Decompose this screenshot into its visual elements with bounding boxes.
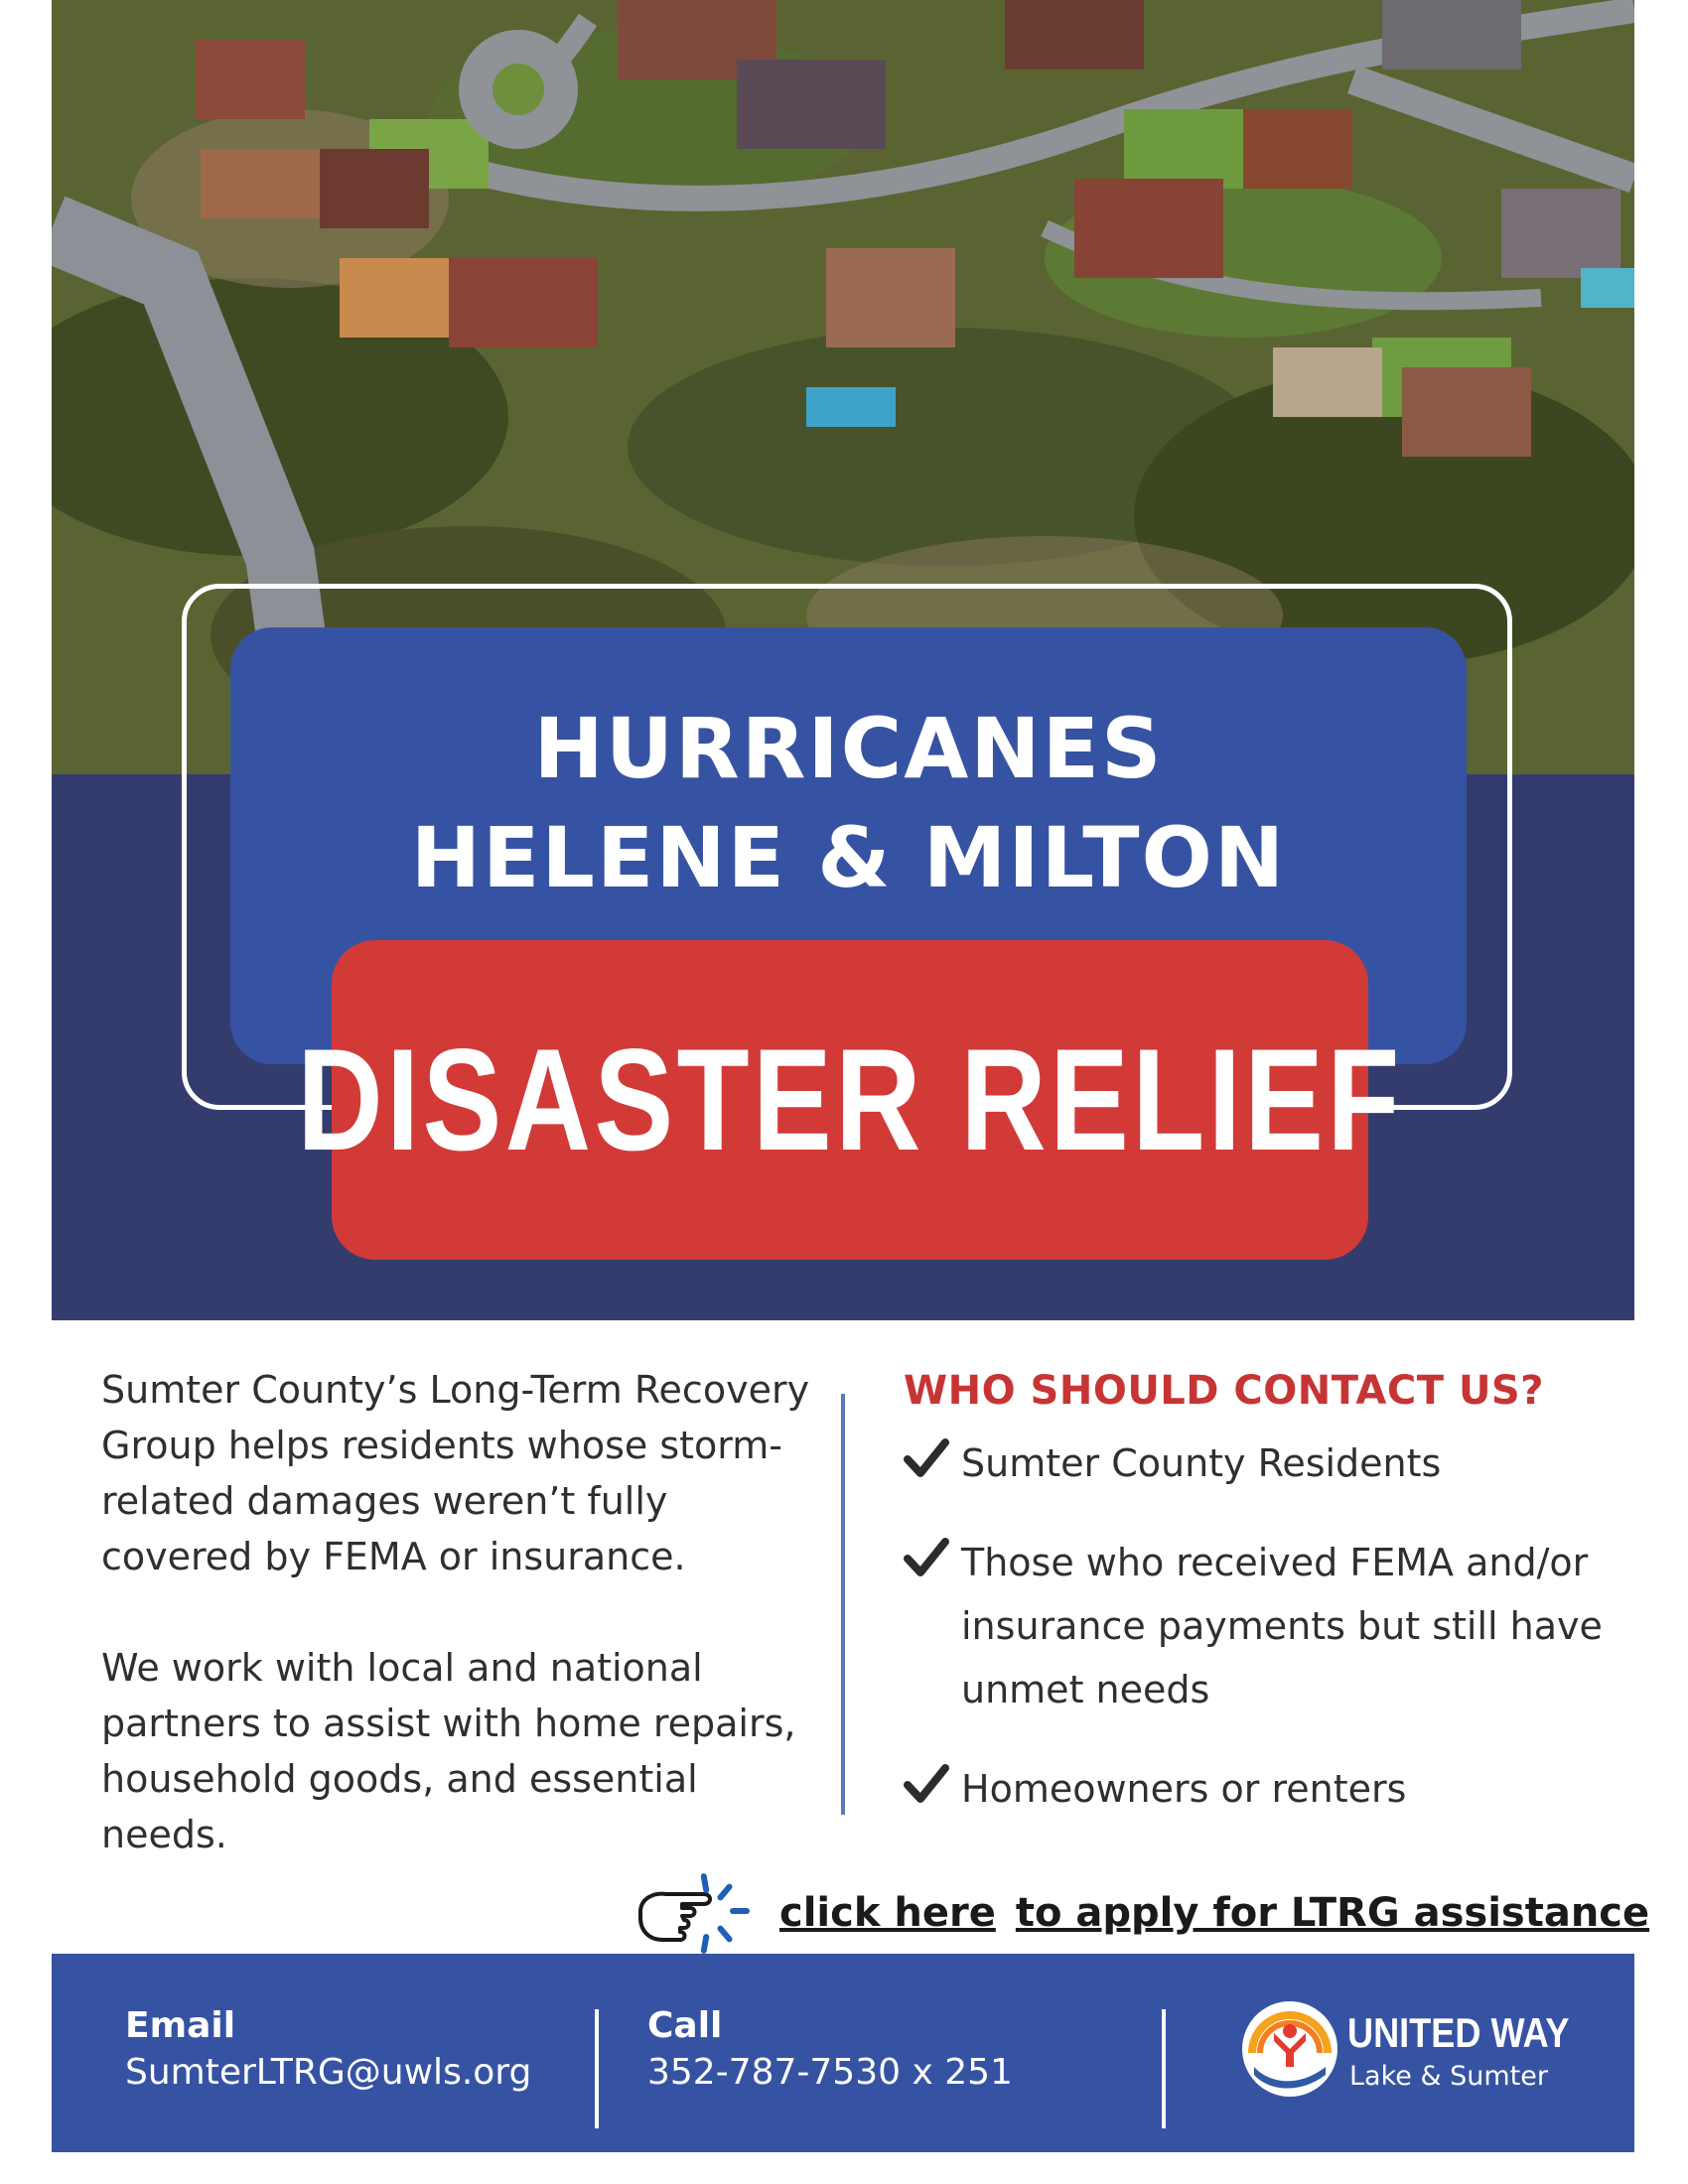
apply-link-text[interactable]: to apply for LTRG assistance bbox=[1015, 1890, 1650, 1936]
org-subtitle: Lake & Sumter bbox=[1349, 2061, 1548, 2092]
footer-divider bbox=[1162, 2009, 1166, 2128]
phone-block bbox=[647, 2003, 1013, 2097]
title-line-1: HURRICANES bbox=[533, 700, 1164, 797]
column-divider bbox=[841, 1394, 845, 1815]
intro-text bbox=[101, 1362, 816, 1862]
footer-divider bbox=[595, 2009, 599, 2128]
list-item bbox=[904, 1531, 1618, 1721]
email-block bbox=[125, 2003, 531, 2097]
united-way-logo-icon bbox=[1238, 1997, 1341, 2101]
checkmark-icon bbox=[904, 1432, 961, 1483]
title-line-2: HELENE & MILTON bbox=[410, 809, 1287, 906]
org-name: UNITED WAY bbox=[1347, 2009, 1570, 2056]
phone-number[interactable]: 352-787-7530 x 251 bbox=[647, 2052, 1013, 2093]
eligibility-heading: WHO SHOULD CONTACT US? bbox=[904, 1368, 1544, 1414]
banner-text: DISASTER RELIEF bbox=[297, 1019, 1403, 1180]
eligibility-section bbox=[904, 1368, 1618, 1856]
apply-link[interactable]: click here bbox=[779, 1890, 996, 1936]
checkmark-icon bbox=[904, 1757, 961, 1809]
flyer bbox=[52, 0, 1650, 2184]
call-label: Call bbox=[647, 2005, 723, 2046]
list-item bbox=[904, 1757, 1618, 1821]
apply-cta bbox=[633, 1868, 1655, 1958]
footer bbox=[52, 1954, 1634, 2152]
checkmark-icon bbox=[904, 1531, 961, 1582]
email-address[interactable]: SumterLTRG@uwls.org bbox=[125, 2052, 532, 2093]
disaster-relief-banner bbox=[297, 940, 1403, 1260]
intro-paragraph-2: We work with local and national partners to assist with home repairs, household goods, and essential needs. bbox=[101, 1646, 796, 1856]
email-label: Email bbox=[125, 2005, 236, 2046]
united-way-logo bbox=[1238, 1993, 1606, 2113]
eligibility-item: Those who received FEMA and/or insurance payments but still have unmet needs bbox=[961, 1541, 1603, 1711]
list-item bbox=[904, 1432, 1618, 1495]
pointing-hand-icon bbox=[633, 1868, 762, 1958]
eligibility-item: Sumter County Residents bbox=[961, 1441, 1442, 1485]
eligibility-item: Homeowners or renters bbox=[961, 1767, 1407, 1811]
intro-paragraph-1: Sumter County’s Long-Term Recovery Group helps residents whose storm-related damages weren’t fully covered by FEMA or insurance. bbox=[101, 1368, 810, 1578]
